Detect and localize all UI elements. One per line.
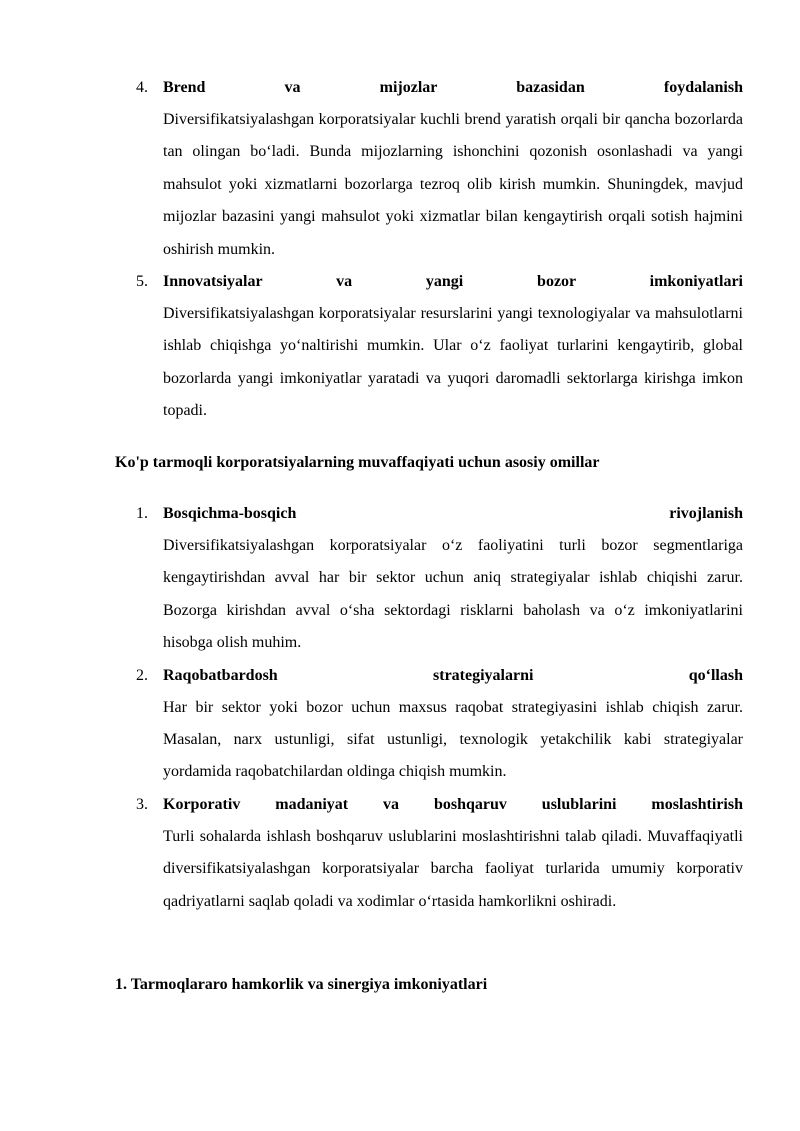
list-number: 4. — [136, 79, 148, 96]
list-item-title: Bosqichma-bosqich rivojlanish — [163, 505, 743, 522]
list-item-title: Brend va mijozlar bazasidan foydalanish — [163, 79, 743, 96]
list-item — [136, 789, 743, 918]
list-item-text: Diversifikatsiyalashgan korporatsiyalar kuchli brend yaratish orqali bir qancha bozorlarda tan olingan bo‘ladi. Bunda mijozlarning ishonchini qozonish osonlashadi va yangi mahsulot yoki xizmatlarni bozorlarga tezroq olib kirish mumkin. Shuningdek, mavjud mijozlar bazasini yangi mahsulot yoki xizmatlar bilan kengaytirish orqali sotish hajmini oshirish mumkin. — [163, 111, 743, 258]
list-item — [136, 660, 743, 789]
list-item-title: Korporativ madaniyat va boshqaruv uslublarini moslashtirish — [163, 795, 743, 813]
list-item-text: Diversifikatsiyalashgan korporatsiyalar resurslarini yangi texnologiyalar va mahsulotlarni ishlab chiqishga yo‘naltirishi mumkin. Ular o‘z faoliyat turlarini kengaytirib, global bozorlarda yangi imkoniyatlar yaratadi va yuqori daromadli sektorlarga kirishga imkon topadi. — [163, 305, 743, 420]
list-item-text: Turli sohalarda ishlash boshqaruv uslublarini moslashtirishni talab qiladi. Muvaffaqiyatli diversifikatsiyalashgan korporatsiyalar barcha faoliyat turlarida umumiy korporativ qadriyatlarni saqlab qoladi va xodimlar o‘rtasida hamkorlikni oshiradi. — [163, 827, 743, 910]
list-item-title: Raqobatbardosh strategiyalarni qo‘llash — [163, 666, 743, 684]
section-heading: 1. Tarmoqlararo hamkorlik va sinergiya imkoniyatlari — [115, 976, 488, 993]
list-number: 2. — [136, 666, 148, 684]
list-item-title: Innovatsiyalar va yangi bozor imkoniyatlari — [163, 273, 743, 291]
list-number: 1. — [136, 505, 148, 522]
list-item-text: Diversifikatsiyalashgan korporatsiyalar o‘z faoliyatini turli bozor segmentlariga kengaytirishdan avval har bir sektor uchun aniq strategiyalar ishlab chiqishi zarur. Bozorga kirishdan avval o‘sha sektordagi risklarni baholash va o‘z imkoniyatlarini hisobga olish muhim. — [163, 537, 743, 652]
list-number: 3. — [136, 795, 148, 813]
list-item — [136, 266, 743, 428]
section-heading: Ko'p tarmoqli korporatsiyalarning muvaffaqiyati uchun asosiy omillar — [115, 454, 600, 471]
list-item — [136, 498, 743, 660]
list-number: 5. — [136, 273, 148, 291]
list-item — [136, 72, 743, 266]
list-success-factors — [136, 498, 743, 918]
list-item-text: Har bir sektor yoki bozor uchun maxsus raqobat strategiyasini ishlab chiqish zarur. Masalan, narx ustunligi, sifat ustunligi, texnologik yetakchilik kabi strategiyalar yordamida raqobatchilardan oldinga chiqish mumkin. — [163, 698, 743, 781]
list-benefits-continued — [136, 72, 743, 428]
